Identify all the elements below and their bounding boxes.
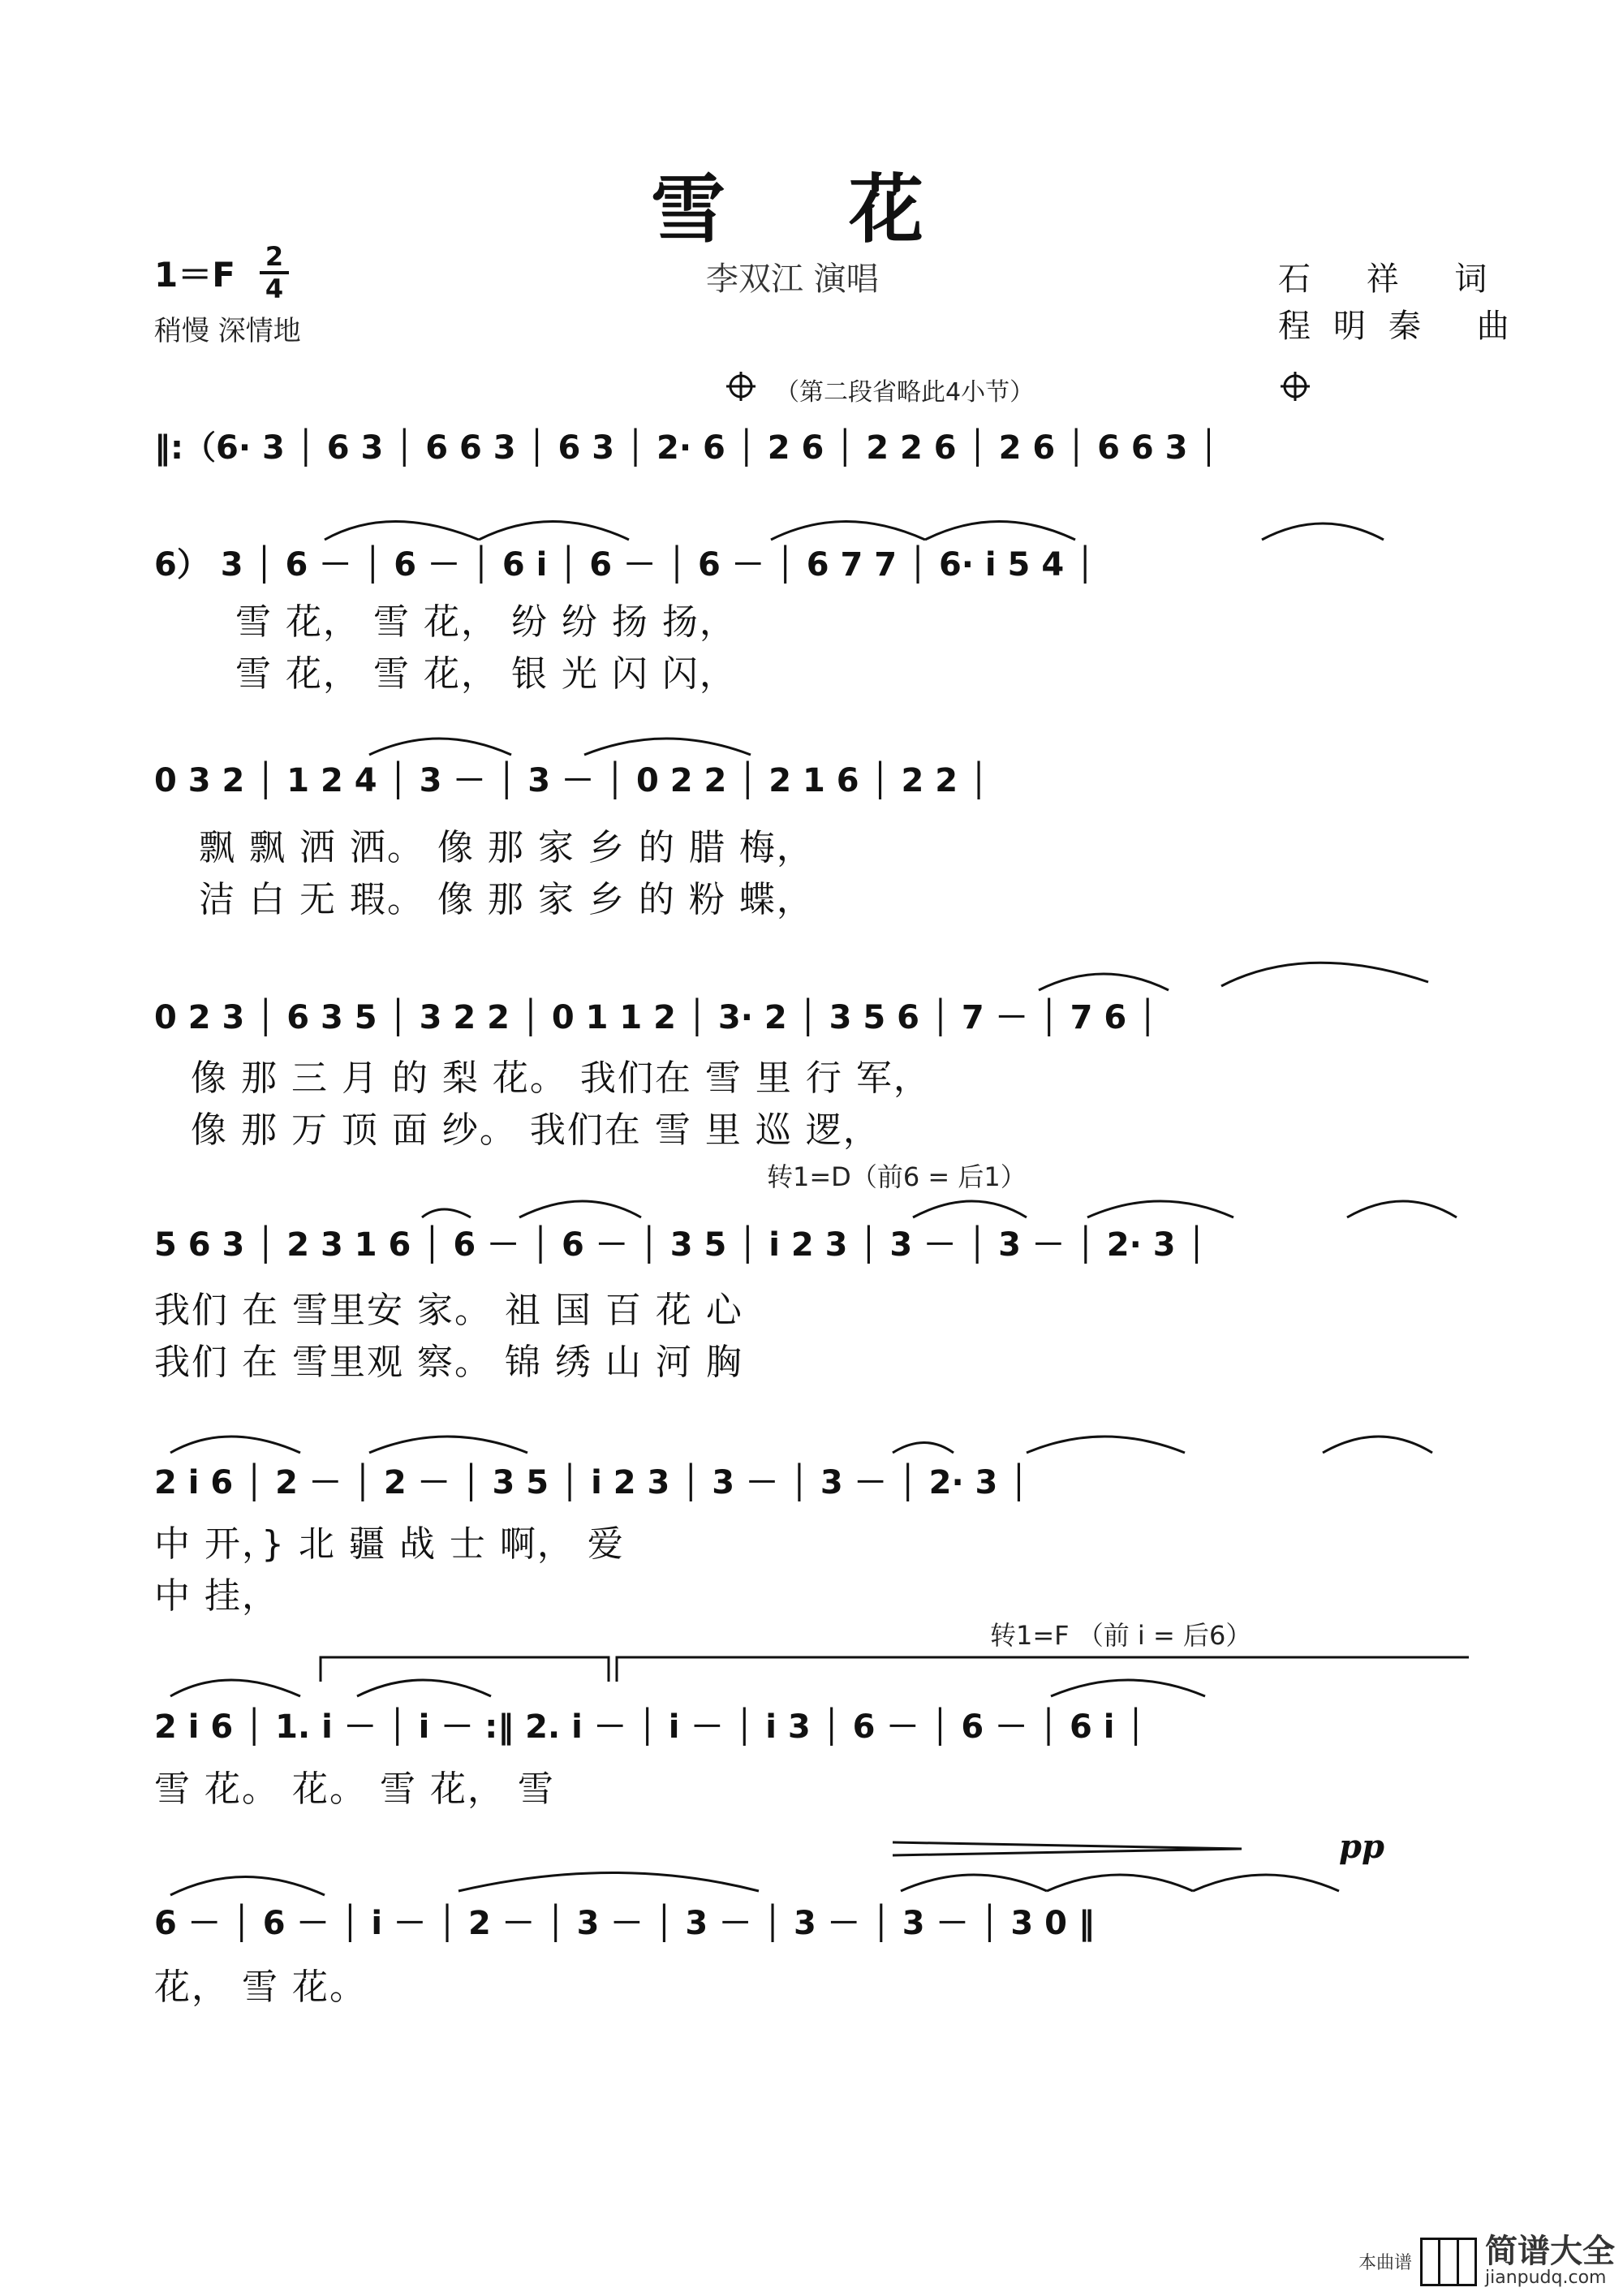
lyrics-row-2-verse-2: 雪 花， 雪 花， 银 光 闪 闪， xyxy=(235,653,737,695)
lyrics-row-6-verse-2: 中 挂， xyxy=(154,1575,279,1617)
lyrics-row-6-verse-1: 中 开，} 北 疆 战 士 啊， 爱 xyxy=(154,1523,625,1565)
notation-row-3: 0 3 2 │ 1 2 4 │ 3 － │ 3 － │ 0 2 2 │ 2 1 6 │ 2 2 │ xyxy=(154,762,989,799)
lyrics-row-5-verse-1: 我们 在 雪里安 家。 祖 国 百 花 心 xyxy=(154,1290,743,1331)
brand-block xyxy=(1485,2235,1615,2288)
key-change-f: 转1=F （前 i = 后6） xyxy=(990,1620,1252,1651)
notation-row-4: 0 2 3 │ 6 3 5 │ 3 2 2 │ 0 1 1 2 │ 3· 2 │ 3 5 6 │ 7 － │ 7 6 │ xyxy=(154,999,1158,1036)
lyricist-credit: 石 祥 词 xyxy=(1278,261,1510,298)
lyrics-row-5-verse-2: 我们 在 雪里观 察。 锦 绣 山 河 胸 xyxy=(154,1342,743,1383)
lyrics-row-4-verse-2: 像 那 万 顶 面 纱。 我们在 雪 里 巡 逻， xyxy=(191,1109,880,1151)
key-change-d: 转1=D（前6 = 后1） xyxy=(767,1161,1027,1192)
lyrics-row-3-verse-2: 洁 白 无 瑕。 像 那 家 乡 的 粉 蝶， xyxy=(199,879,814,920)
brand-url: jianpudq.com xyxy=(1485,2268,1607,2288)
dynamic-pp: pp xyxy=(1339,1828,1384,1866)
notation-row-1: ‖:（6· 3 │ 6 3 │ 6 6 3 │ 6 3 │ 2· 6 │ 2 6 │ 2 2 6 │ 2 6 │ 6 6 3 │ xyxy=(154,429,1219,467)
footer-prefix: 本曲谱 xyxy=(1358,2253,1412,2273)
lyrics-row-8: 花， 雪 花。 xyxy=(154,1966,367,2008)
time-signature-top: 2 xyxy=(265,241,284,272)
notation-row-5: 5 6 3 │ 2 3 1 6 │ 6 － │ 6 － │ 3 5 │ i 2 3 │ 3 － │ 3 － │ 2· 3 │ xyxy=(154,1226,1207,1264)
lyrics-row-2-verse-1: 雪 花， 雪 花， 纷 纷 扬 扬， xyxy=(235,601,737,643)
key-signature: 1＝F xyxy=(154,255,235,295)
time-signature-bottom: 4 xyxy=(265,274,284,304)
lyrics-row-4-verse-1: 像 那 三 月 的 梨 花。 我们在 雪 里 行 军， xyxy=(191,1058,931,1099)
lyrics-row-3-verse-1: 飘 飘 洒 洒。 像 那 家 乡 的 腊 梅， xyxy=(199,827,814,868)
coda-note: （第二段省略此4小节） xyxy=(775,378,1035,407)
notation-row-2: 6） 3 │ 6 － │ 6 － │ 6 i │ 6 － │ 6 － │ 6 7 7 │ 6· i 5 4 │ xyxy=(154,546,1096,584)
lyrics-row-7: 雪 花。 花。 雪 花， 雪 xyxy=(154,1768,555,1810)
site-footer xyxy=(1358,2235,1615,2288)
tempo-marking: 稍慢 深情地 xyxy=(154,315,301,347)
piano-logo-icon xyxy=(1420,2238,1477,2286)
brand-name: 简谱大全 xyxy=(1485,2233,1615,2270)
notation-row-7: 2 i 6 │ 1. i － │ i － :‖ 2. i － │ i － │ i 3 │ 6 － │ 6 － │ 6 i │ xyxy=(154,1708,1146,1746)
notation-row-6: 2 i 6 │ 2 － │ 2 － │ 3 5 │ i 2 3 │ 3 － │ 3 － │ 2· 3 │ xyxy=(154,1464,1029,1501)
composer-credit: 程明秦 曲 xyxy=(1278,308,1532,345)
singer-credit: 李双江 演唱 xyxy=(706,261,879,298)
song-title: 雪 花 xyxy=(650,166,973,253)
notation-row-8: 6 － │ 6 － │ i － │ 2 － │ 3 － │ 3 － │ 3 － │ 3 － │ 3 0 ‖ xyxy=(154,1905,1095,1942)
